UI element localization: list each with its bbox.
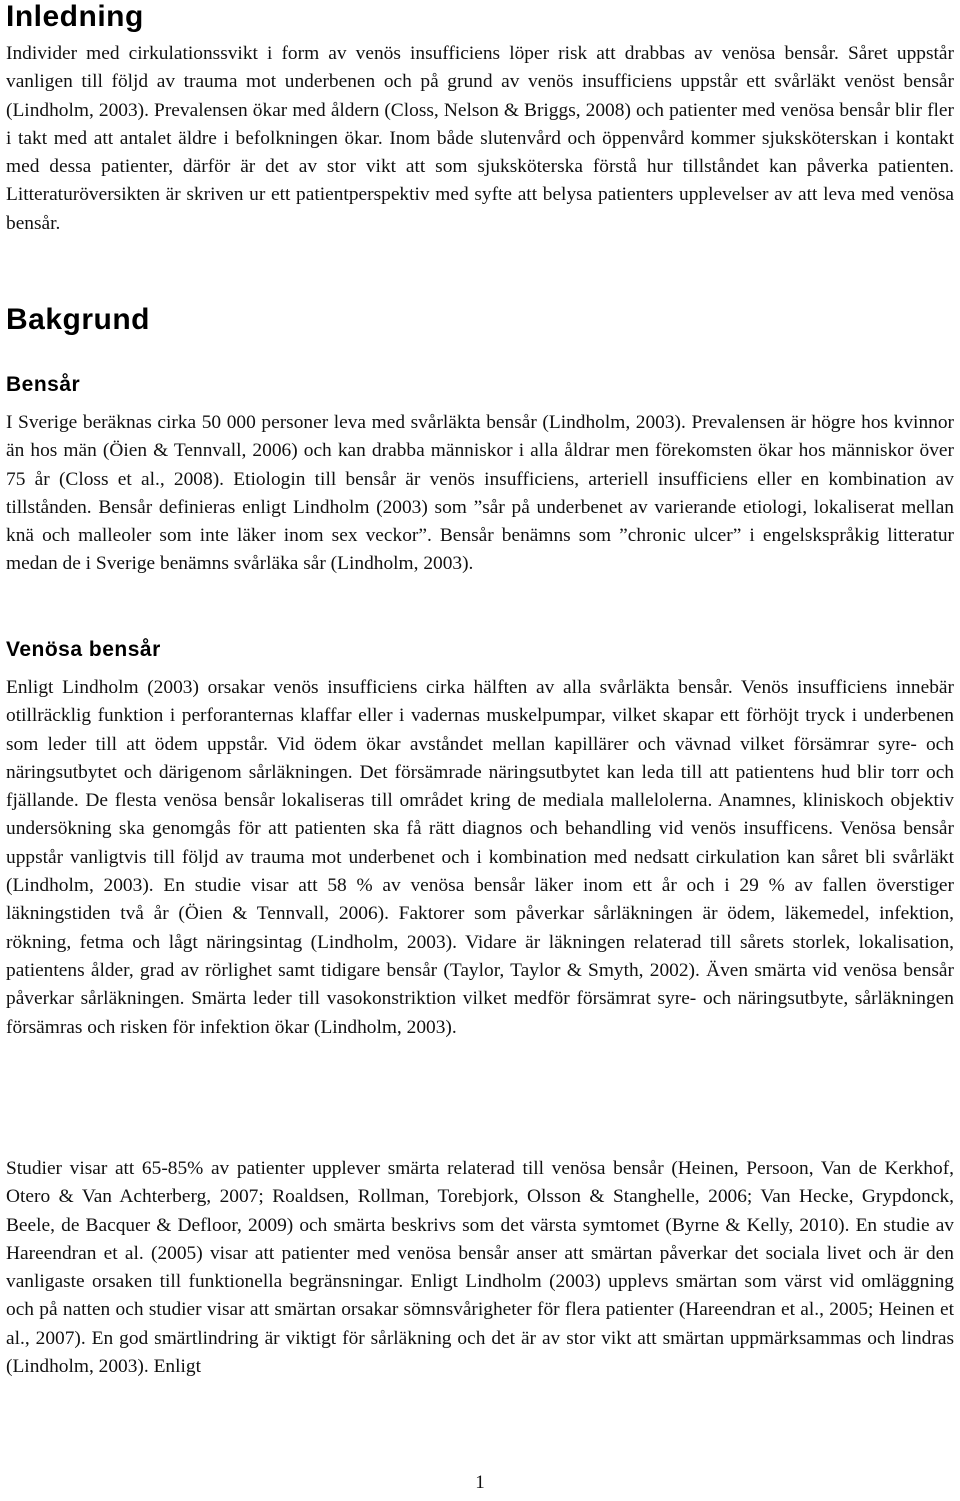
heading-inledning: Inledning — [6, 0, 144, 33]
page-number: 1 — [475, 1472, 485, 1493]
heading-bakgrund: Bakgrund — [6, 303, 151, 336]
paragraph-venosa-bensar-2: Studier visar att 65-85% av patienter upplever smärta relaterad till venösa bensår (Heinen, Persoon, Van de Kerkhof, Otero & Van Achterberg, 2007; Roaldsen, Rollman, Torebjork, Olsson & Stanghelle, 2006; Van Hecke, Grypdonck, Beele, de Bacquer & Defloor, 2009) och smärta beskrivs som det värsta symtomet (Byrne & Kelly, 2010). En studie av Hareendran et al. (2005) visar att patienter med venösa bensår anser att smärtan påverkar det sociala livet och är den vanligaste orsaken till funktionella begränsningar. Enligt Lindholm (2003) upplevs smärtan som värst vid omläggning och på natten och studier visar att smärtan orsakar sömnsvårigheter för flera patienter (Hareendran et al., 2005; Heinen et al., 2007). En god smärtlindring är viktigt för sårläkning och det är av stor vikt att smärtan uppmärksammas och lindras (Lindholm, 2003). Enligt — [6, 1158, 954, 1378]
paragraph-bensar: I Sverige beräknas cirka 50 000 personer leva med svårläkta bensår (Lindholm, 2003). Prevalensen är högre hos kvinnor än hos män (Öien & Tennvall, 2006) och kan drabba människor i alla åldrar men förekomsten ökar hos människor över 75 år (Closs et al., 2008). Etiologin till bensår är venös insufficiens, arteriell insufficiens eller en kombination av tillstånden. Bensår definieras enligt Lindholm (2003) som ”sår på underbenet av varierande etiologi, lokaliserat mellan knä och malleoler som inte läker inom sex veckor”. Bensår benämns som ”chronic ulcer” i engelskspråkig litteratur medan de i Sverige benämns svårläka sår (Lindholm, 2003). — [6, 412, 954, 575]
heading-venosa-bensar: Venösa bensår — [6, 638, 161, 661]
heading-bensar: Bensår — [6, 373, 81, 396]
paragraph-venosa-bensar-1: Enligt Lindholm (2003) orsakar venös insufficiens cirka hälften av alla svårläkta bensår. Venös insufficiens innebär otillräcklig funktion i perforanternas klaffar eller i vadernas muskelpumpar, vilket skapar ett förhöjt tryck i underbenen som leder till att ödem uppstår. Vid ödem ökar avståndet mellan kapillärer och vävnad vilket försämrar syre- och näringsutbytet och därigenom sårläkningen. Det försämrade näringsutbytet kan leda till att patientens hud blir torr och fjällande. De flesta venösa bensår lokaliseras till området kring de mediala mallelolerna. Anamnes, kliniskoch objektiv undersökning ska genomgås för att patienten ska få rätt diagnos och behandling vid venös insufficens. Venösa bensår uppstår vanligtvis till följd av trauma mot underbenet och i kombination med nedsatt cirkulation kan såret bli svårläkt (Lindholm, 2003). En studie visar att 58 % av venösa bensår läker inom ett år och i 29 % av fallen överstiger läkningstiden två år (Öien & Tennvall, 2006). Faktorer som påverkar sårläkningen är ödem, läkemedel, infektion, rökning, fetma och lågt näringsintag (Lindholm, 2003). Vidare är läkningen relaterad till sårets storlek, lokalisation, patientens ålder, grad av rörlighet samt tidigare bensår (Taylor, Taylor & Smyth, 2002). Även smärta vid venösa bensår påverkar sårläkningen. Smärta leder till vasokonstriktion vilket medför försämrat syre- och näringsutbyte, sårläkningen försämras och risken för infektion ökar (Lindholm, 2003). — [6, 677, 954, 1038]
paragraph-inledning: Individer med cirkulationssvikt i form av venös insufficiens löper risk att drabbas av venösa bensår. Såret uppstår vanligen till följd av trauma mot underbenen och på grund av venös insufficiens uppstår ett svårläkt venöst bensår (Lindholm, 2003). Prevalensen ökar med åldern (Closs, Nelson & Briggs, 2008) och patienter med venösa bensår blir fler i takt med att antalet äldre i befolkningen ökar. Inom både slutenvård och öppenvård kommer sjuksköterskan i kontakt med dessa patienter, därför är det av stor vikt att som sjuksköterska förstå hur tillståndet kan påverka patienten. Litteraturöversikten är skriven ur ett patientperspektiv med syfte att belysa patienters upplevelser av att leva med venösa bensår. — [6, 43, 954, 234]
